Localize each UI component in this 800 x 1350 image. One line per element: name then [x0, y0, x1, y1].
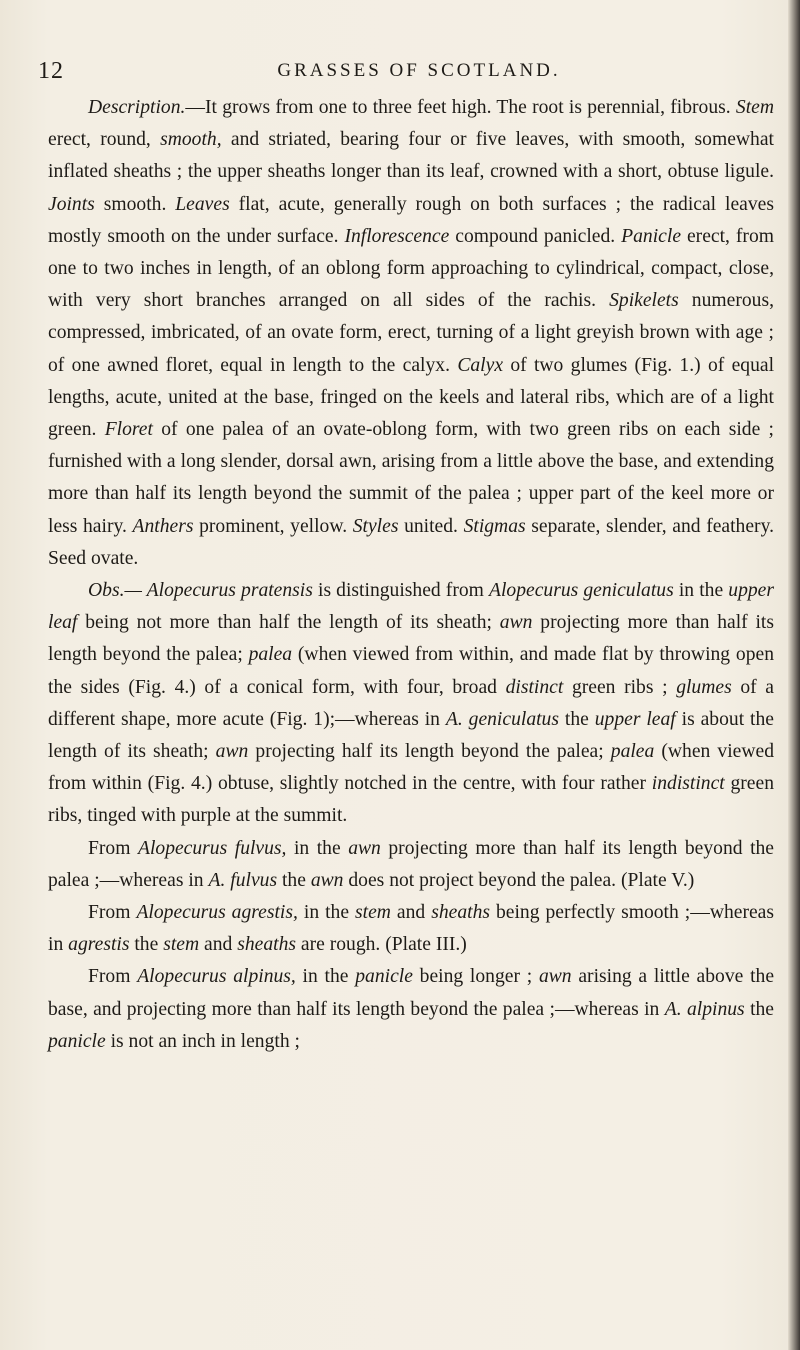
italic-run: Obs.— Alopecurus pratensis	[88, 580, 313, 602]
italic-run: upper leaf	[48, 580, 774, 634]
text-run: in the	[286, 837, 349, 859]
italic-run: sheaths	[237, 934, 296, 956]
italic-run: glumes	[676, 676, 732, 698]
italic-run: Alopecurus geniculatus	[489, 580, 674, 602]
text-run: projecting more than half its length beyond the palea ;—whereas in	[48, 837, 775, 891]
text-run: of a different shape, more acute (Fig. 1);—whereas in	[48, 676, 774, 730]
italic-run: Stigmas	[463, 515, 526, 537]
page-edge-shadow	[788, 0, 800, 1350]
text-run: in the	[673, 580, 729, 602]
italic-run: upper leaf	[594, 708, 676, 730]
text-run: erect, round,	[48, 129, 161, 151]
italic-run: Floret	[104, 419, 153, 441]
italic-run: A. alpinus	[664, 998, 745, 1020]
text-run: in the	[295, 966, 356, 988]
text-run: in the	[297, 902, 356, 924]
body-text	[48, 92, 774, 1058]
text-run: is about the length of its sheath;	[48, 708, 774, 763]
italic-run: panicle	[355, 966, 413, 988]
italic-run: awn	[215, 741, 249, 763]
italic-run: Calyx	[457, 354, 504, 376]
italic-run: Stem	[735, 97, 774, 118]
text-run: is distinguished from	[312, 580, 490, 602]
text-run: From	[88, 966, 138, 988]
italic-run: Description.	[88, 97, 186, 118]
text-run: —It grows from one to three feet high. The root is perennial, fibrous.	[185, 97, 736, 118]
text-run: prominent, yellow.	[193, 515, 353, 537]
paragraph-fulvus	[48, 833, 774, 897]
text-run: being perfectly smooth ;—whereas in	[48, 902, 775, 956]
text-run: being not more than half the length of its sheath;	[77, 612, 500, 634]
text-run: flat, acute, generally rough on both surfaces ; the radical leaves mostly smooth on the under surface.	[48, 193, 774, 247]
italic-run: Joints	[48, 193, 95, 215]
italic-run: Anthers	[132, 515, 194, 537]
text-run: (when viewed from within, and made flat by throwing open the sides (Fig. 4.) of a conical form, with four, broad	[48, 644, 774, 698]
text-run: are rough. (Plate III.)	[296, 934, 467, 956]
page-number: 12	[38, 58, 64, 84]
text-run: united.	[398, 515, 464, 537]
italic-run: awn	[499, 612, 533, 634]
italic-run: Alopecurus alpinus,	[137, 966, 296, 988]
paragraph-agrestis	[48, 897, 774, 961]
italic-run: stem	[355, 902, 391, 924]
italic-run: Inflorescence	[344, 225, 450, 247]
text-run: does not project beyond the palea. (Plate V.)	[343, 869, 695, 891]
text-run: From	[88, 837, 138, 859]
italic-run: Styles	[352, 515, 399, 537]
paragraph-description	[48, 92, 774, 575]
text-run: smooth.	[94, 193, 176, 215]
italic-run: Alopecurus fulvus,	[137, 837, 287, 859]
italic-run: indistinct	[651, 773, 725, 795]
text-run: green ribs, tinged with purple at the summit.	[48, 773, 774, 827]
running-title: GRASSES OF SCOTLAND.	[277, 60, 561, 81]
italic-run: awn	[538, 966, 572, 988]
italic-run: Alopecurus agrestis,	[136, 902, 298, 924]
text-run: the	[129, 934, 164, 956]
page-header	[38, 58, 770, 92]
text-run: the	[277, 869, 311, 891]
text-run: the	[744, 998, 775, 1020]
italic-run: smooth,	[160, 129, 222, 151]
text-run: the	[558, 708, 595, 730]
text-run: and	[390, 902, 432, 924]
text-run: of one palea of an ovate-oblong form, with two green ribs on each side ; furnished with a long slender, dorsal awn, arising from a little above the base, and extending more than half its length beyond the summit of the palea ; upper part of the keel more or less hairy.	[48, 419, 775, 537]
text-run: of two glumes (Fig. 1.) of equal lengths, acute, united at the base, fringed on the keels and lateral ribs, which are of a light green.	[48, 354, 775, 441]
text-run: compound panicled.	[449, 225, 622, 247]
italic-run: palea	[610, 741, 655, 763]
text-run: being longer ;	[412, 966, 539, 988]
italic-run: A. fulvus	[208, 869, 278, 891]
text-run: projecting half its length beyond the palea;	[248, 741, 611, 763]
text-run: numerous, compressed, imbricated, of an ovate form, erect, turning of a light greyish brown with age ; of one awned floret, equal in length to the calyx.	[48, 290, 774, 376]
italic-run: Spikelets	[609, 290, 679, 312]
text-run: (when viewed from within (Fig. 4.) obtuse, slightly notched in the centre, with four rather	[48, 741, 775, 795]
text-run: From	[88, 902, 137, 924]
italic-run: Leaves	[175, 193, 230, 215]
paragraph-obs-geniculatus	[48, 575, 774, 833]
italic-run: sheaths	[431, 902, 490, 924]
text-run: and striated, bearing four or five leaves, with smooth, somewhat inflated sheaths ; the upper sheaths longer than its leaf, crowned with a short, obtuse ligule.	[48, 129, 774, 183]
text-run: separate, slender, and feathery. Seed ovate.	[48, 515, 774, 569]
italic-run: Panicle	[621, 225, 682, 247]
italic-run: awn	[310, 869, 344, 891]
italic-run: palea	[248, 644, 293, 666]
italic-run: agrestis	[68, 934, 130, 956]
text-run: is not an inch in length ;	[105, 1030, 300, 1052]
italic-run: stem	[163, 934, 200, 956]
text-run: erect, from one to two inches in length, of an oblong form approaching to cylindrical, compact, close, with very short branches arranged on all sides of the rachis.	[48, 225, 774, 312]
italic-run: A. geniculatus	[445, 708, 559, 730]
text-run: projecting more than half its length beyond the palea;	[48, 612, 774, 666]
italic-run: distinct	[505, 676, 564, 698]
paragraph-alpinus	[48, 961, 774, 1058]
italic-run: awn	[348, 837, 381, 859]
text-run: green ribs ;	[563, 676, 677, 698]
text-run: and	[199, 934, 238, 956]
text-run: arising a little above the base, and projecting more than half its length beyond the palea ;—whereas in	[48, 966, 775, 1020]
italic-run: panicle	[48, 1030, 106, 1052]
